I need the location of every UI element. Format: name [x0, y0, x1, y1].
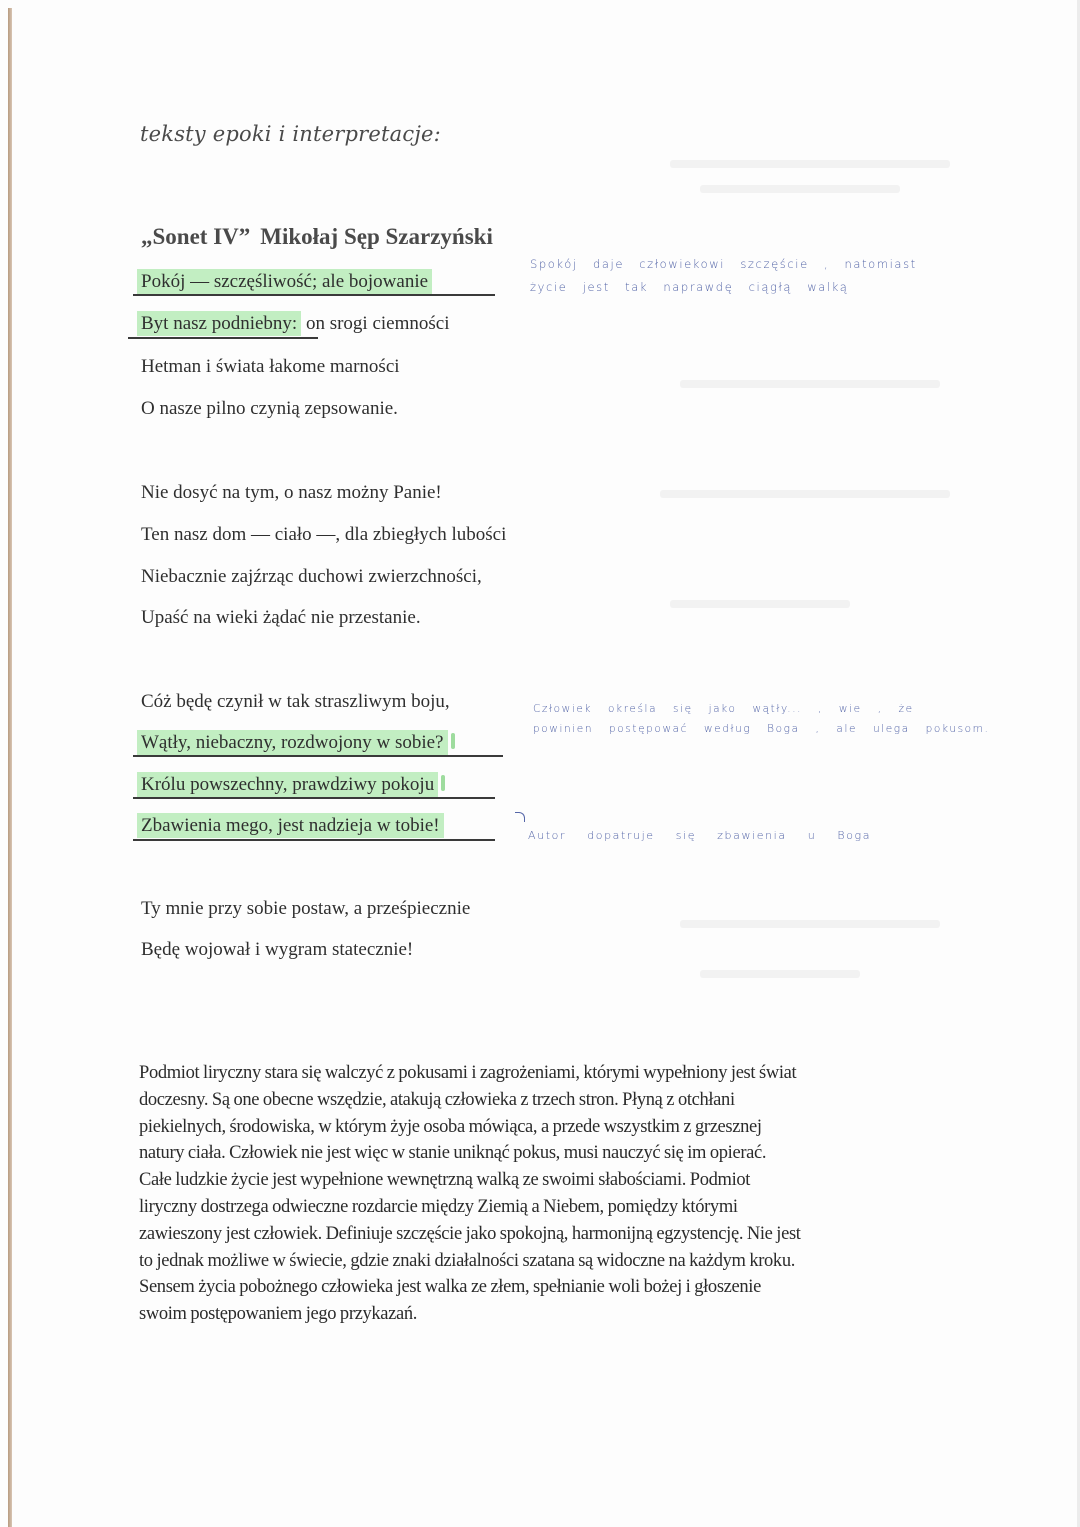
bleed-through-mark — [670, 160, 950, 168]
handwritten-line: Spokój daje człowiekowi szczęście , natomiast — [530, 257, 917, 271]
highlighted-text: Pokój — szczęśliwość; ale bojowanie — [137, 269, 432, 294]
pen-underline — [133, 797, 495, 799]
verse-line — [141, 731, 455, 755]
paragraph-line: swoim postępowaniem jego przykazań. — [139, 1304, 418, 1325]
handwritten-line: życie jest tak naprawdę ciągłą walką — [530, 280, 849, 294]
paragraph-line: zawieszony jest człowiek. Definiuje szczęście jako spokojną, harmonijną egzystencję. Nie jest — [139, 1223, 801, 1244]
bleed-through-mark — [680, 920, 940, 928]
handwritten-line: Człowiek określa się jako wątły... , wie , że — [533, 703, 914, 715]
verse-line: Ten nasz dom — ciało —, dla zbiegłych lubości — [141, 524, 507, 545]
verse-line: Ty mnie przy sobie postaw, a prześpiecznie — [141, 898, 471, 919]
highlight-stroke-end — [441, 775, 445, 791]
verse-line — [141, 270, 432, 294]
poem-author: Mikołaj Sęp Szarzyński — [260, 224, 493, 249]
paragraph-line: Całe ludzkie życie jest wypełnione wewnętrzną walką ze swoimi słabościami. Podmiot — [139, 1170, 751, 1191]
verse-line: Nie dosyć na tym, o nasz możny Panie! — [141, 482, 442, 503]
paragraph-line: to jednak możliwe w świecie, gdzie znaki działalności szatana są widoczne na każdym kroku. — [139, 1250, 796, 1271]
poem-title — [141, 224, 493, 250]
highlighted-text: Byt nasz podniebny: — [137, 311, 301, 336]
bleed-through-mark — [660, 490, 950, 498]
bleed-through-mark — [680, 380, 940, 388]
verse-line — [141, 814, 444, 838]
paragraph-line: piekielnych, środowiska, w którym żyje osoba mówiąca, a przede wszystkim z grzesznej — [139, 1116, 762, 1137]
bleed-through-mark — [700, 185, 900, 193]
interpretation-paragraph — [139, 1060, 959, 1328]
bleed-through-mark — [670, 600, 850, 608]
handwritten-line: powinien postępować według Boga , ale ulega pokusom. — [533, 723, 990, 735]
handwritten-note — [528, 824, 871, 847]
verse-line — [141, 312, 449, 336]
handwritten-note — [530, 253, 917, 299]
paragraph-line: Podmiot liryczny stara się walczyć z pokusami i zagrożeniami, którymi wypełniony jest świat — [139, 1063, 797, 1083]
pen-underline — [128, 337, 318, 339]
pen-underline — [133, 755, 503, 757]
verse-line: Będę wojował i wygram statecznie! — [141, 939, 414, 960]
verse-line: O nasze pilno czynią zepsowanie. — [141, 398, 398, 419]
paragraph-line: doczesny. Są one obecne wszędzie, atakują człowieka z trzech stron. Płyną z otchłani — [139, 1089, 735, 1110]
highlighted-text: Królu powszechny, prawdziwy pokoju — [137, 772, 438, 797]
paragraph-line: liryczny dostrzega odwieczne rozdarcie między Ziemią a Niebem, pomiędzy którymi — [139, 1196, 738, 1217]
pen-underline — [133, 839, 495, 841]
verse-line: Niebacznie zajźrząc duchowi zwierzchności, — [141, 566, 482, 587]
verse-line: Hetman i świata łakome marności — [141, 356, 400, 377]
paragraph-line: Sensem życia pobożnego człowieka jest walka ze złem, spełnianie woli bożej i głoszenie — [139, 1277, 761, 1298]
verse-text: on srogi ciemności — [301, 313, 450, 334]
highlight-stroke-end — [451, 733, 455, 749]
handwritten-line: Autor dopatruje się zbawienia u Boga — [528, 829, 872, 842]
highlighted-text: Zbawienia mego, jest nadzieja w tobie! — [137, 813, 444, 838]
handwritten-arrow-icon — [515, 812, 525, 822]
verse-line: Cóż będę czynił w tak straszliwym boju, — [141, 691, 450, 712]
highlighted-text: Wątły, niebaczny, rozdwojony w sobie? — [137, 730, 448, 755]
poem-title-text: „Sonet IV” — [141, 224, 251, 249]
verse-line — [141, 773, 445, 797]
page-edge-left — [8, 8, 12, 1527]
verse-line: Upaść na wieki żądać nie przestanie. — [141, 607, 421, 628]
bleed-through-mark — [700, 970, 860, 978]
section-heading: teksty epoki i interpretacje: — [140, 122, 441, 146]
handwritten-note — [533, 698, 989, 741]
pen-underline — [133, 294, 495, 296]
paragraph-line: natury ciała. Człowiek nie jest więc w stanie uniknąć pokus, musi nauczyć się im opierać. — [139, 1143, 767, 1164]
